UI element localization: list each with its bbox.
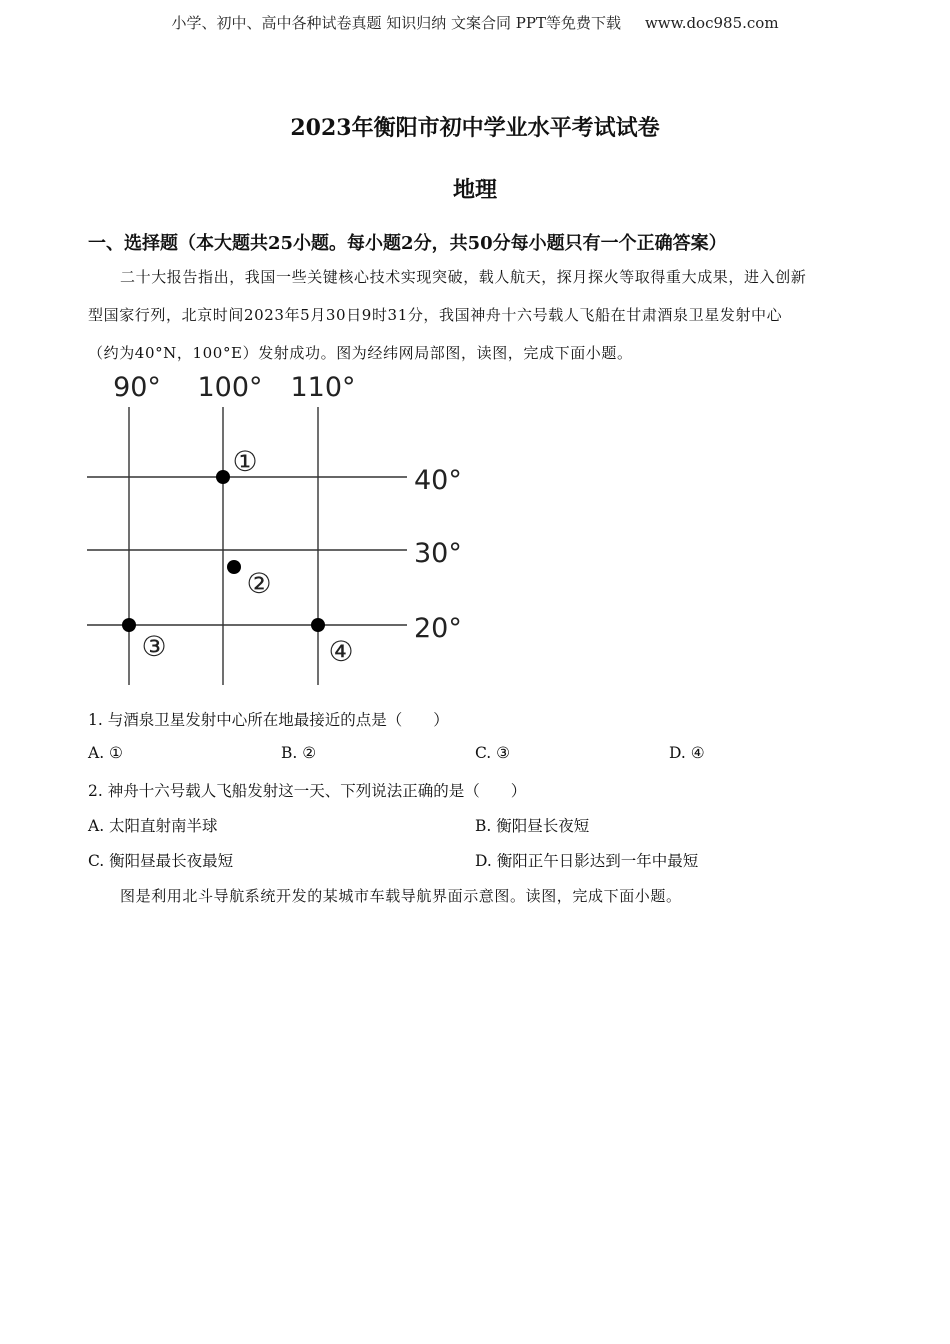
longitude-label-100: 100° xyxy=(197,372,263,403)
section-heading: 一、选择题（本大题共25小题。每小题2分，共50分每小题只有一个正确答案） xyxy=(88,233,727,254)
intro-line-3: （约为40°N，100°E）发射成功。图为经纬网局部图，读图，完成下面小题。 xyxy=(88,344,633,362)
point-2-dot xyxy=(227,560,241,574)
page-header xyxy=(0,12,950,33)
longitude-label-110: 110° xyxy=(290,372,356,403)
latitude-label-30: 30° xyxy=(414,538,462,569)
q1-option-d[interactable]: D. ④ xyxy=(669,744,705,762)
point-3-label: ③ xyxy=(141,630,167,663)
question-1-stem: 1. 与酒泉卫星发射中心所在地最接近的点是（ ） xyxy=(88,711,449,729)
question-2-stem: 2. 神舟十六号载人飞船发射这一天、下列说法正确的是（ ） xyxy=(88,782,527,800)
header-text: 小学、初中、高中各种试卷真题 知识归纳 文案合同 PPT等免费下载 xyxy=(171,14,621,32)
latitude-label-20: 20° xyxy=(414,613,462,644)
intro-line-1: 二十大报告指出，我国一些关键核心技术实现突破，载人航天，探月探火等取得重大成果，进入创新 xyxy=(120,268,807,286)
q1-option-b[interactable]: B. ② xyxy=(281,744,317,762)
latitude-label-40: 40° xyxy=(414,465,462,496)
q2-option-a[interactable]: A. 太阳直射南半球 xyxy=(88,817,218,835)
point-1-label: ① xyxy=(232,445,258,478)
q1-option-c[interactable]: C. ③ xyxy=(475,744,511,762)
point-2-label: ② xyxy=(246,567,272,600)
q1-option-a[interactable]: A. ① xyxy=(88,744,123,762)
q2-option-d[interactable]: D. 衡阳正午日影达到一年中最短 xyxy=(475,852,699,870)
next-question-intro: 图是利用北斗导航系统开发的某城市车载导航界面示意图。读图，完成下面小题。 xyxy=(120,887,682,905)
point-1-dot xyxy=(216,470,230,484)
exam-title: 2023年衡阳市初中学业水平考试试卷 xyxy=(290,115,660,141)
q2-option-b[interactable]: B. 衡阳昼长夜短 xyxy=(475,817,590,835)
subject-title: 地理 xyxy=(452,177,497,203)
point-4-label: ④ xyxy=(328,635,354,668)
longitude-label-90: 90° xyxy=(113,372,161,403)
point-4-dot xyxy=(311,618,325,632)
lat-long-grid-figure xyxy=(0,365,480,695)
point-3-dot xyxy=(122,618,136,632)
intro-line-2: 型国家行列，北京时间2023年5月30日9时31分，我国神舟十六号载人飞船在甘肃酒泉卫星发射中心 xyxy=(88,306,783,324)
header-site: www.doc985.com xyxy=(644,14,779,32)
q2-option-c[interactable]: C. 衡阳昼最长夜最短 xyxy=(88,852,234,870)
